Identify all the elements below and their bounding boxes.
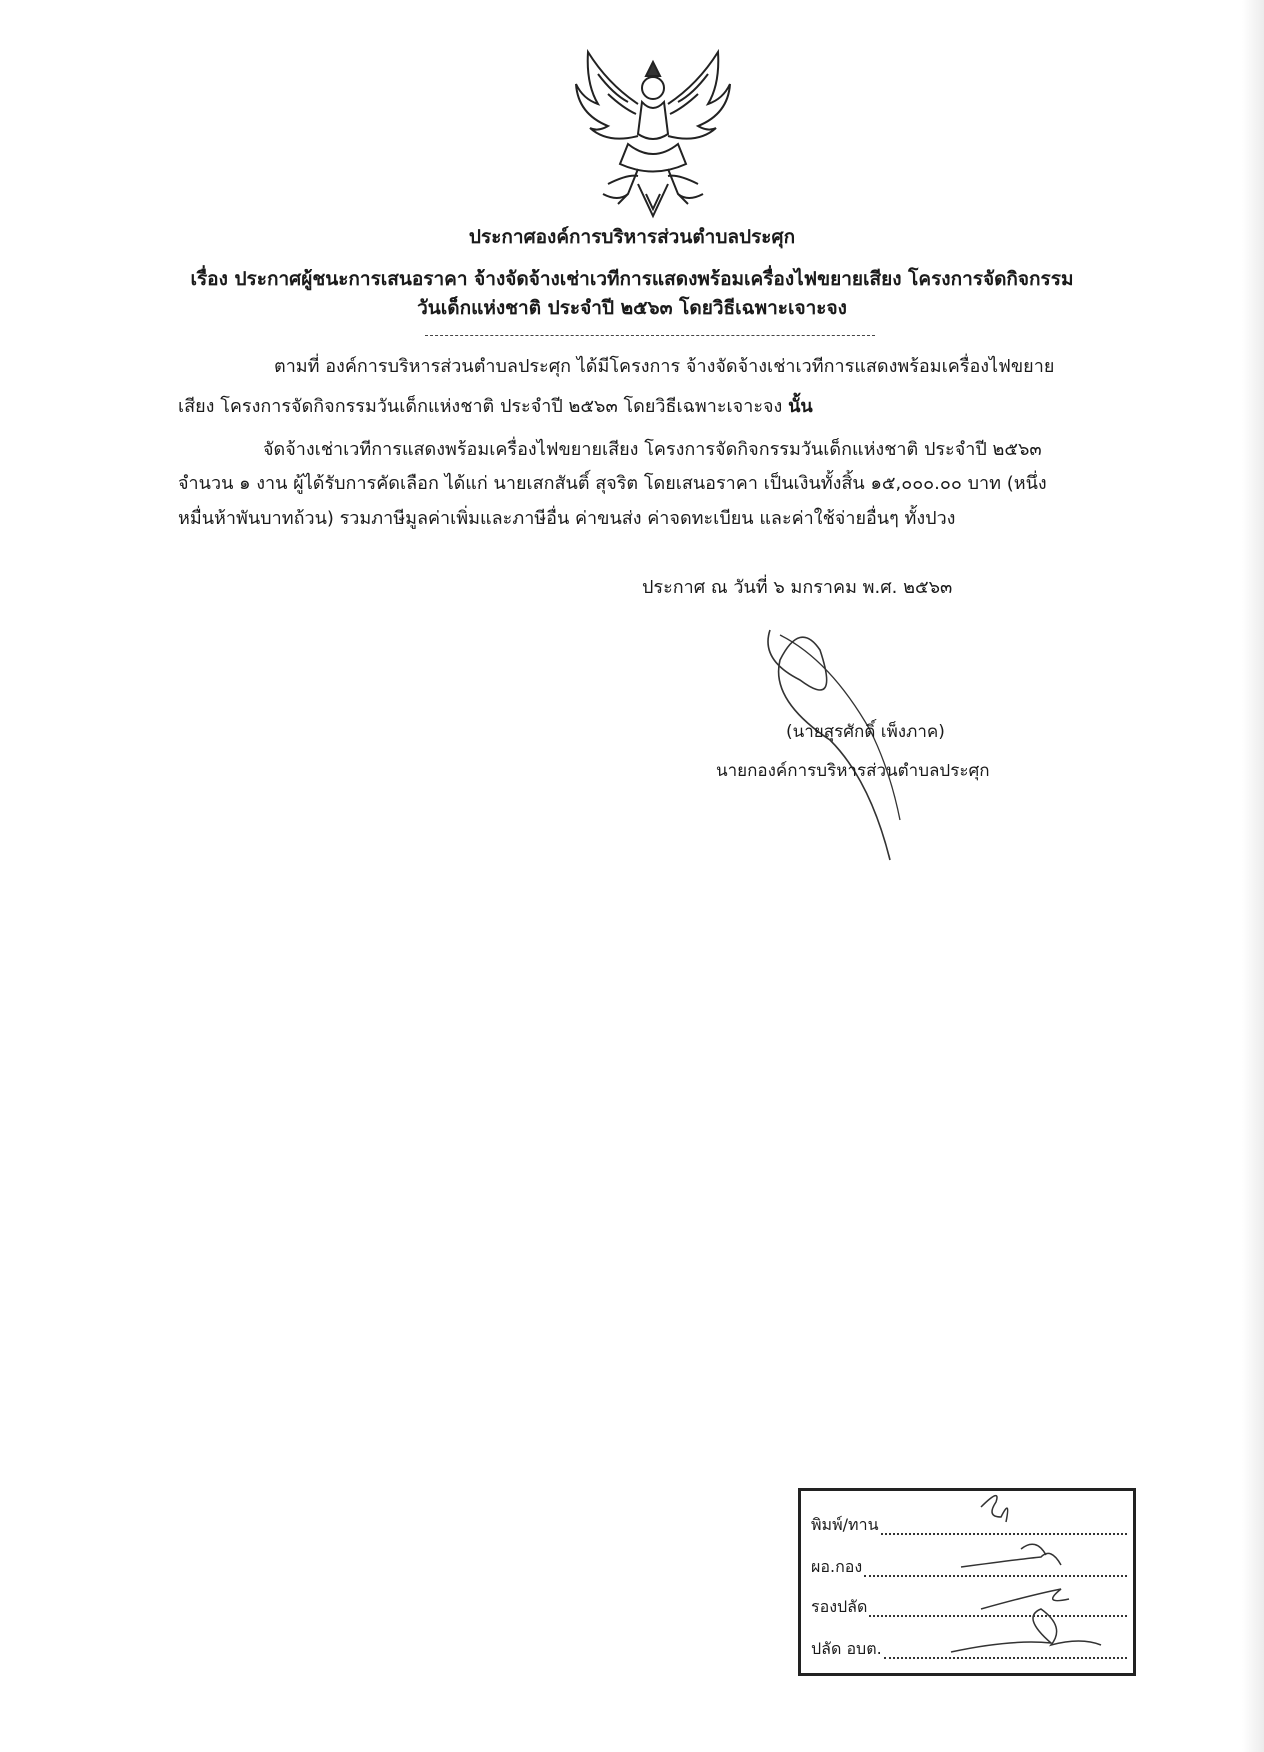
garuda-emblem-icon xyxy=(568,44,738,220)
paragraph-2-line-3: หมื่นห้าพันบาทถ้วน) รวมภาษีมูลค่าเพิ่มและภาษีอื่น ค่าขนส่ง ค่าจดทะเบียน และค่าใช้จ่ายอื่นๆ ทั้งปวง xyxy=(178,508,956,529)
stamp-row-label: ผอ.กอง xyxy=(811,1557,863,1576)
signatory-position: นายกองค์การบริหารส่วนตำบลประศุก xyxy=(716,761,990,781)
paragraph-1-line-2 xyxy=(178,392,1098,422)
stamp-row-label: รองปลัด xyxy=(811,1597,868,1616)
handwritten-signature xyxy=(760,620,960,870)
subject-line-2: วันเด็กแห่งชาติ ประจำปี ๒๕๖๓ โดยวิธีเฉพาะเจาะจง xyxy=(417,297,847,319)
announcement-date: ประกาศ ณ วันที่ ๖ มกราคม พ.ศ. ๒๕๖๓ xyxy=(642,577,953,598)
paragraph-1-line-2-bold: นั้น xyxy=(788,396,813,417)
dashed-divider xyxy=(425,335,875,336)
approval-stamp-box xyxy=(798,1488,1136,1676)
document-title: ประกาศองค์การบริหารส่วนตำบลประศุก xyxy=(468,226,796,248)
stamp-row-label: พิมพ์/ทาน xyxy=(811,1515,879,1534)
handwritten-initials xyxy=(891,1477,1131,1677)
paragraph-1-line-1: ตามที่ องค์การบริหารส่วนตำบลประศุก ได้มีโครงการ จ้างจัดจ้างเช่าเวทีการแสดงพร้อมเครื่องไฟขยาย xyxy=(274,356,1055,377)
paragraph-2-line-2: จำนวน ๑ งาน ผู้ได้รับการคัดเลือก ได้แก่ นายเสกสันติ์ สุจริต โดยเสนอราคา เป็นเงินทั้งสิ้น ๑๕,๐๐๐.๐๐ บาท (หนึ่ง xyxy=(178,473,1047,494)
paragraph-2-line-1: จัดจ้างเช่าเวทีการแสดงพร้อมเครื่องไฟขยายเสียง โครงการจัดกิจกรรมวันเด็กแห่งชาติ ประจำปี ๒๕๖๓ xyxy=(263,439,1042,460)
paragraph-1-line-2-text: เสียง โครงการจัดกิจกรรมวันเด็กแห่งชาติ ประจำปี ๒๕๖๓ โดยวิธีเฉพาะเจาะจง xyxy=(178,396,783,417)
stamp-row-label: ปลัด อบต. xyxy=(811,1639,882,1658)
signatory-name: (นายสุรศักดิ์ เพ็งภาค) xyxy=(786,722,945,742)
subject-line-1: เรื่อง ประกาศผู้ชนะการเสนอราคา จ้างจัดจ้างเช่าเวทีการแสดงพร้อมเครื่องไฟขยายเสียง โครงการจัดกิจกรรม xyxy=(190,268,1074,290)
scan-edge-shadow xyxy=(1242,0,1264,1752)
